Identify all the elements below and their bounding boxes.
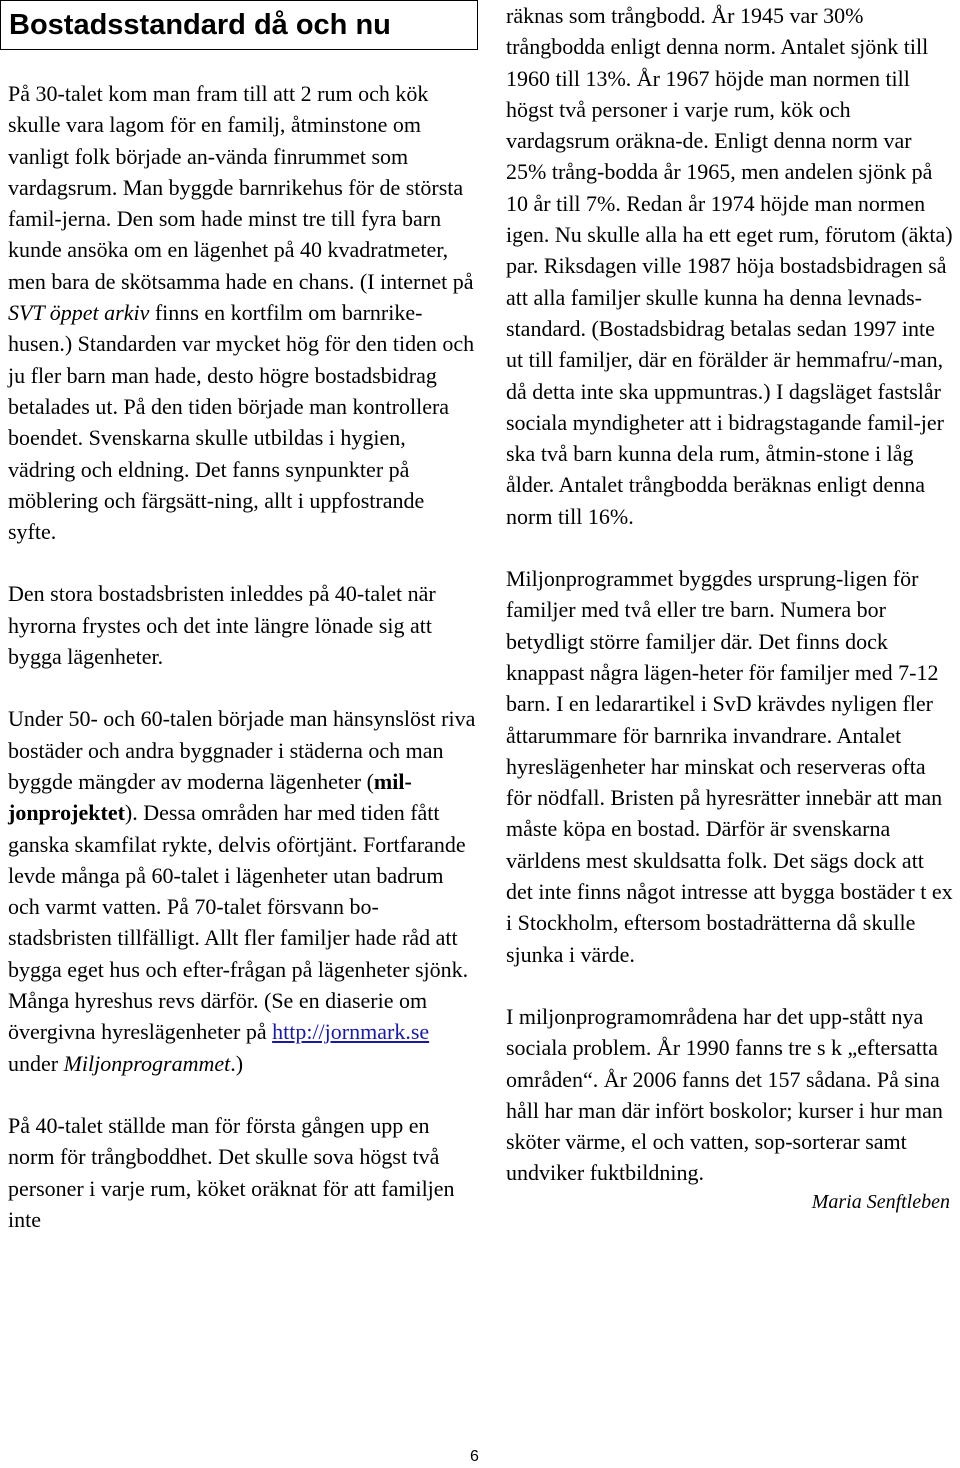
paragraph-3: Under 50- och 60-talen började man hänsynslöst riva bostäder och andra byggnader i städerna och man byggde mängder av moderna lägenheter (mil-jonprojektet). Dessa områden har med tiden fått ganska skamfilat rykte, delvis oförtjänt. Fortfarande levde många på 60-talet i lägenheter utan badrum och varmt vatten. På 70-talet försvann bo-stadsbristen tillfälligt. Allt fler familjer hade råd att bygga eget hus och efter-frågan på lägenheter sjönk. Många hyreshus revs därför. (Se en diaserie om övergivna hyreslägenheter på http://jornmark.se under Miljonprogrammet.) bbox=[8, 706, 476, 1076]
paragraph-2: Den stora bostadsbristen inleddes på 40-talet när hyrorna frystes och det inte längre lönade sig att bygga lägenheter. bbox=[8, 581, 436, 670]
paragraph-7: I miljonprogramområdena har det upp-stått nya sociala problem. År 1990 fanns tre s k „eftersatta områden“. År 2006 fanns det 157 sådana. På sina håll har man där infört boskolor; kurser i hur man sköter värme, el och vatten, sop-sorterar samt undviker fuktbildning. bbox=[506, 1003, 943, 1186]
miljonprojektet-bold: mil-jonprojektet bbox=[8, 768, 412, 826]
paragraph-5: räknas som trångbodd. År 1945 var 30% trångbodda enligt denna norm. Antalet sjönk till 1960 till 13%. År 1967 höjde man normen till högst två personer i varje rum, kök och vardagsrum oräkna-de. Enligt denna norm var 25% trång-bodda år 1965, men andelen sjönk på 10 år till 7%. Redan år 1974 höjde man normen igen. Nu skulle alla ha ett eget rum, förutom (äkta) par. Riksdagen ville 1987 höja bostadsbidragen så att alla familjer skulle kunna ha denna levnads-standard. (Bostadsbidrag betalas sedan 1997 inte ut till familjer, där en förälder är hemmafru/-man, då detta inte ska uppmuntras.) I dagsläget fastslår sociala myndigheter att i bidragstagande famil-jer ska två barn kunna dela rum, åtmin-stone i låg ålder. Antalet trångbodda beräknas enligt denna norm till 16%. bbox=[506, 3, 953, 529]
paragraph-6: Miljonprogrammet byggdes ursprung-ligen för familjer med två eller tre barn. Numera bor betydligt större familjer där. Det finns dock knappast några lägen-heter för familjer med 7-12 barn. I en ledarartikel i SvD krävdes nyligen fler åttarummare för barnrika invandrare. Antalet hyreslägenheter har minskat och reserveras ofta för nödfall. Bristen på hyresrätter innebär att man måste köpa en bostad. Därför är svenskarna världens mest skuldsatta folk. Det sägs dock att det inte finns något intresse att bygga bostäder t ex i Stockholm, eftersom bostadrätterna då skulle sjunka i värde. bbox=[506, 566, 953, 967]
title-box bbox=[0, 0, 478, 50]
author-signature: Maria Senftleben bbox=[811, 1190, 950, 1213]
svt-arkiv-em: SVT öppet arkiv bbox=[8, 300, 150, 326]
left-column bbox=[0, 0, 478, 1235]
article-title: Bostadsstandard då och nu bbox=[9, 8, 391, 41]
right-column bbox=[506, 0, 956, 1214]
jornmark-link[interactable]: http://jornmark.se bbox=[272, 1019, 430, 1045]
paragraph-1: På 30-talet kom man fram till att 2 rum och kök skulle vara lagom för en familj, åtminstone om vanligt folk började an-vända finrummet som vardagsrum. Man byggde barnrikehus för de största famil-jerna. Den som hade minst tre till fyra barn kunde ansöka om en lägenhet på 40 kvadratmeter, men bara de skötsamma hade en chans. (I internet på SVT öppet arkiv finns en kortfilm om barnrike-husen.) Standarden var mycket hög för den tiden och ju fler barn man hade, desto högre bostadsbidrag betalades ut. På den tiden började man kontrollera boendet. Svenskarna skulle utbildas i hygien, vädring och eldning. Det fanns synpunkter på möblering och färgsätt-ning, allt i uppfostrande syfte. bbox=[8, 81, 475, 545]
miljonprogrammet-em: Miljonprogrammet bbox=[63, 1050, 231, 1076]
paragraph-4: På 40-talet ställde man för första gången upp en norm för trångboddhet. Det skulle sova högst två personer i varje rum, köket oräknat för att familjen inte bbox=[8, 1112, 455, 1232]
page-number: 6 bbox=[470, 1448, 479, 1465]
